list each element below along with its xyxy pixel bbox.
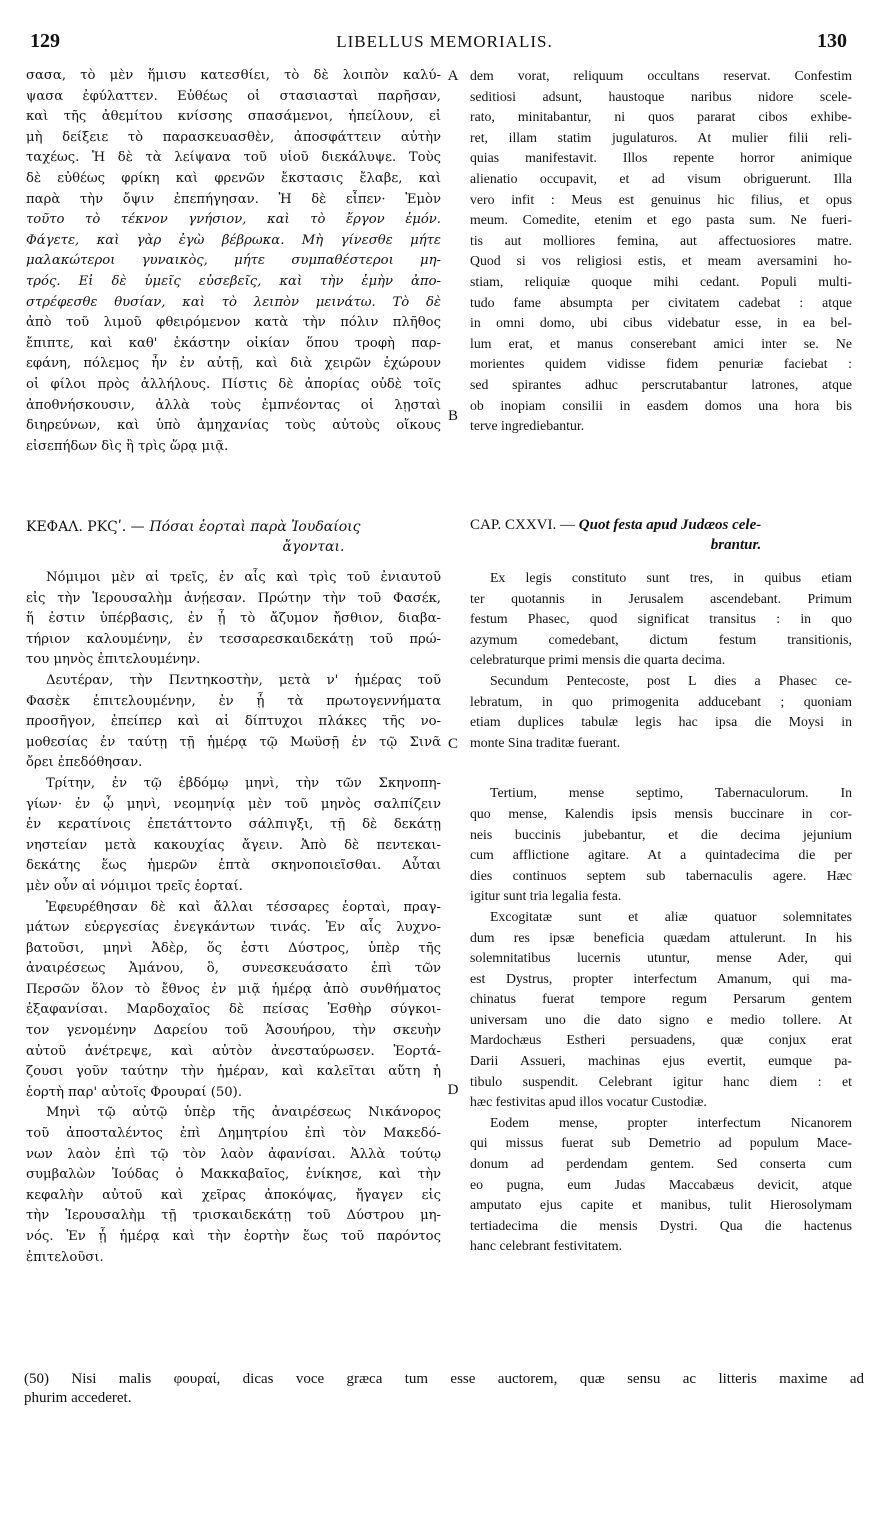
greek-line: διηρεύνων, καὶ ὑπὸ ἀμηχανίας τοὺς αὐτοὺς οἴκους [26, 418, 441, 434]
latin-line: amputato ejus capite et manibus, tulit Hierosolymam [470, 1197, 852, 1213]
margin-letter-b: B [447, 408, 458, 424]
latin-line: monte Sina traditæ fuerant. [470, 734, 621, 750]
margin-letter-a: A [447, 68, 459, 84]
latin-line: dies continuos septem sub tabernaculis agere. Hæc [470, 867, 852, 883]
latin-line: meum. Comedite, etenim et ego pasta sum. Ne fueri- [470, 212, 852, 228]
latin-chapter-label: CAP. CXXVI. — [470, 517, 576, 533]
greek-line: εἰς τὴν Ἱερουσαλὴμ ἀνῄεσαν. Πρώτην τὴν τοῦ Φασέκ, [26, 590, 441, 606]
margin-letter-d: D [447, 1082, 459, 1098]
latin-column-top [470, 66, 852, 437]
latin-line: qui missus fuerat sub Demetrio ad populum Mace- [470, 1135, 852, 1151]
latin-chapter-heading [470, 517, 852, 557]
latin-line: ret, illam statim jugulaturos. At mulier filii reli- [470, 129, 852, 145]
latin-line: tis aut molliores femina, aut affectuosiores matre. [470, 232, 852, 248]
latin-line: igitur sunt tria legalia festa. [470, 888, 622, 904]
latin-line: Darii Assueri, machinas ejus evertit, eumque pa- [470, 1053, 852, 1069]
greek-line: μάτων εὐεργεσίας ἐνεγκάντων τινάς. Ἐν αἷς λυχνο- [26, 920, 441, 936]
greek-line: Μηνὶ τῷ αὐτῷ ὑπὲρ τῆς ἀναιρέσεως Νικάνορος [46, 1105, 441, 1121]
latin-line: seditiosi adsunt, haustoque naribus nidore scele- [470, 88, 852, 104]
greek-line: μοθεσίας ἐν ταύτῃ τῇ ἡμέρᾳ τῷ Μωϋσῇ ἐν τῷ Σινᾶ [26, 734, 441, 750]
latin-line: morientes quidem vidisse fidem penuriæ faciebat : [470, 356, 852, 372]
greek-line: τὴν Ἱερουσαλὴμ τῇ τρισκαιδεκάτῃ τοῦ Δύστρου μη- [26, 1208, 441, 1224]
latin-line: dum res ipsæ beneficia quædam attulerunt. In his [470, 929, 852, 945]
greek-line: ζουσι γοῦν ταύτην τὴν ἡμέραν, καὶ καλεῖται αὕτη ἡ [26, 1064, 441, 1080]
latin-line: Mardochæus Estheri persuadens, quæ conjux erat [470, 1032, 852, 1048]
greek-line: ἀποθνήσκουσιν, ἀλλὰ τοὺς ἐμπνέοντας οἱ λῃσταὶ [26, 397, 441, 413]
latin-line: hæc festivitas apud illos vocatur Custodiæ. [470, 1094, 707, 1110]
greek-line: Φάγετε, καὶ γὰρ ἐγὼ βέβρωκα. Μὴ γίνεσθε μήτε [26, 232, 441, 248]
greek-line: εἰσεπήδων δὶς ἢ τρὶς ὥρᾳ μιᾷ. [26, 438, 229, 454]
greek-line: ὄρει ἐπεδόθησαν. [26, 755, 143, 771]
greek-line: βατοῦσι, μηνὶ Ἀδὲρ, ὅς ἐστι Δύστρος, ὑπὲρ τῆς [26, 940, 441, 956]
greek-line: ἀπὸ τοῦ λιμοῦ φθειρόμενον κατὰ τὴν πόλιν πλῆθος [26, 315, 441, 331]
greek-line: στρέφεσθε θυσίαν, καὶ τὸ λειπὸν μεινάτω. Τὸ δὲ [26, 294, 441, 310]
latin-line: est Dystrus, propter interfectum Amanum, qui ma- [470, 970, 852, 986]
greek-chapter-label: ΚΕΦΑΛ. ΡΚϚʹ. — [26, 519, 145, 535]
greek-line: ταχέως. Ἡ δὲ τὰ λείψανα τοῦ υἱοῦ διεκάλυψε. Τοὺς [26, 150, 441, 166]
latin-line: vero infit : Meus est genuinus hic filius, et opus [470, 191, 852, 207]
latin-line: Excogitatæ sunt et aliæ quatuor solemnitates [490, 908, 852, 924]
latin-line: universam uno die dato signo e medio tollere. At [470, 1011, 852, 1027]
greek-line: σασα, τὸ μὲν ἥμισυ κατεσθίει, τὸ δὲ λοιπὸν καλύ- [26, 68, 441, 83]
latin-line: ob inopiam consilii in easdem domos una hora bis [470, 397, 852, 413]
latin-line: sed spirantes adhuc perscrutabantur latrones, atque [470, 376, 852, 392]
greek-line: ἐπιτελοῦσι. [26, 1249, 104, 1265]
latin-line: ter quotannis in Jerusalem ascendebant. Primum [470, 590, 852, 606]
greek-line: Νόμιμοι μὲν αἱ τρεῖς, ἐν αἷς καὶ τρὶς τοῦ ἐνιαυτοῦ [46, 570, 441, 585]
greek-line: τρός. Εἰ δὲ ὑμεῖς εὐσεβεῖς, καὶ τὴν ἐμὴν ἀπο- [26, 273, 441, 289]
greek-line: Φασὲκ ἐπιτελουμένην, ἐν ᾗ τὰ πρωτογεννήματα [26, 693, 441, 709]
latin-line: solemnitatibus lucernis utuntur, mense Ader, qui [470, 950, 852, 966]
greek-chapter-heading [26, 517, 441, 557]
greek-line: μὴ δείξειε τὸ παρασκευασθὲν, ἀποσφάττειν αὐτὴν [26, 129, 441, 145]
latin-line: azymum comedebant, dictum festum transitionis, [470, 631, 852, 647]
greek-line: ἥ ἐστιν ὑπέρβασις, ἐν ᾗ τὸ ἄζυμον ἤσθιον, διαβα- [26, 611, 441, 627]
latin-line: neis buccinis jubebantur, et die decima jejunium [470, 826, 852, 842]
latin-line: Secundum Pentecoste, post L dies a Phasec ce- [490, 672, 852, 688]
latin-line: lum erat, et manus conserebant amici inter se. Ne [470, 335, 852, 351]
greek-line: εφάνη, πόλεμος ἦν ἐν αὐτῇ, καὶ διὰ χειρῶν ἐχώρουν [26, 356, 441, 372]
greek-line: Περσῶν ὅλον τὸ ἔθνος ἐν μιᾷ ἡμέρᾳ ἀπὸ συνθήματος [26, 981, 441, 997]
latin-line: cum afflictione agitare. At a quintadecima die per [470, 847, 852, 863]
greek-line: οἱ φίλοι πρὸς ἀλλήλους. Πίστις δὲ ἀπορίας οὐδὲ τοῖς [26, 376, 441, 392]
greek-column-body [26, 568, 441, 1268]
greek-column-top [26, 66, 441, 457]
greek-line: δὲ εὐθέως φρίκη καὶ φρενῶν ἔκστασις ἔλαβε, καὶ [26, 170, 441, 186]
latin-line: rato, minitabantur, ni quos pararat cibos exhibe- [470, 109, 852, 125]
latin-line: etiam duplices tabulæ legis hac ipsa die Moysi in [470, 714, 852, 730]
greek-line: γίων· ἐν ᾧ μηνὶ, νεομηνίᾳ μὲν τοῦ μηνὸς σαλπίζειν [26, 796, 441, 812]
greek-chapter-title-1: Πόσαι ἑορταὶ παρὰ Ἰουδαίοις [149, 519, 361, 535]
latin-line: hanc celebrant festivitatem. [470, 1238, 623, 1254]
greek-line: συμβαλὼν Ἰούδας ὁ Μακκαβαῖος, ἐνίκησε, καὶ τὴν [26, 1167, 441, 1183]
greek-line: τον γενομένην Δαρείου τοῦ Ἀσουήρου, τὴν σκευὴν [26, 1023, 441, 1039]
greek-line: ἀναιρέσεως Ἀμάνου, ὃ, συνεσκευάσατο ἐπὶ τῶν [26, 961, 441, 977]
running-title: LIBELLUS MEMORIALIS. [336, 32, 553, 51]
latin-line: quo mense, Kalendis ipsis mensis buccinare in cor- [470, 805, 852, 821]
latin-line: terve ingrediebantur. [470, 418, 585, 434]
footnote [24, 1370, 864, 1408]
greek-line: αὐτοῦ ἀνέτρεψε, καὶ αὐτὸν ἀνεσταύρωσεν. Ἑορτά- [26, 1043, 441, 1059]
margin-letter-c: C [447, 736, 458, 752]
latin-line: Ex legis constituto sunt tres, in quibus etiam [490, 570, 852, 585]
latin-line: eo pugna, eum Judas Maccabæus devicit, atque [470, 1176, 852, 1192]
greek-line: τοῦ ἀποσταλέντος ἐπὶ Δημητρίου ἐπὶ τὸν Μακεδό- [26, 1126, 441, 1142]
greek-line: τήριον καλουμένην, ἐν τεσσαρεσκαιδεκάτῃ τοῦ πρώ- [26, 631, 441, 647]
greek-line: ἔπιπτε, καὶ καθ' ἑκάστην οἰκίαν ὅπου τροφὴ παρ- [26, 335, 441, 351]
latin-line: Tertium, mense septimo, Tabernaculorum. In [490, 785, 852, 801]
greek-line: νων λαὸν ἐπὶ τῷ τὸν λαὸν ἀφανίσαι. Ἀλλὰ τούτῳ [26, 1146, 441, 1162]
greek-line: ψασα ἐφύλαττεν. Εὐθέως οἱ στασιασταὶ παρῆσαν, [26, 88, 441, 104]
latin-line: celebraturque primi mensis die quarta decima. [470, 652, 726, 668]
footnote-line: phurim accederet. [24, 1390, 132, 1406]
page-number-left: 129 [30, 30, 60, 52]
latin-line: stiam, reliquiæ quoque mihi cedant. Populi multi- [470, 273, 852, 289]
page-header [0, 30, 889, 60]
latin-chapter-title-1: Quot festa apud Judæos cele- [578, 517, 762, 533]
greek-line: δεκάτης ἕως ἡμερῶν ἑπτὰ σκηνοποιεῖσθαι. Αὗται [26, 858, 441, 874]
latin-chapter-title-2: brantur. [710, 537, 762, 553]
latin-line: tibulo suspendit. Celebrant igitur hanc diem : et [470, 1073, 852, 1089]
greek-line: μὲν οὖν αἱ νόμιμοι τρεῖς ἑορταί. [26, 878, 243, 894]
greek-line: τοῦτο τὸ τέκνον γνήσιον, καὶ τὸ ἔργον ἐμόν. [26, 212, 441, 228]
greek-line: προσῆγον, ἐπείπερ καὶ αἱ δίπτυχοι πλάκες τῆς νο- [26, 714, 441, 730]
latin-line: lebratum, in quo primogenita adducebant ; quoniam [470, 693, 852, 709]
latin-line: alienatio occupavit, et ad visum obriguerunt. Illa [470, 170, 852, 186]
greek-line: ἐξαφανίσαι. Μαρδοχαῖος δὲ πείσας Ἐσθὴρ σύγκοι- [26, 1002, 441, 1018]
greek-line: Τρίτην, ἐν τῷ ἑβδόμῳ μηνὶ, τὴν τῶν Σκηνοπη- [46, 775, 441, 791]
latin-line: Eodem mense, propter interfectum Nicanorem [490, 1114, 852, 1130]
greek-line: ἑορτὴ παρ' αὐτοῖς Φρουραί (50). [26, 1084, 243, 1100]
greek-line: νηστείαν μετὰ κακουχίας ἄγειν. Ἀπὸ δὲ πεντεκαι- [26, 837, 441, 853]
footnote-line: (50) Nisi malis φουραί, dicas voce græca tum esse auctorem, quæ sensu ac litteris maxime ad [24, 1371, 864, 1387]
greek-line: του μηνὸς ἐπιτελουμένην. [26, 652, 201, 668]
greek-line: κεφαλὴν αὐτοῦ καὶ χεῖρας ἀποκόψας, ἤγαγεν εἰς [26, 1187, 441, 1203]
latin-line: Quod si vos religiosi estis, et meam aversamini ho- [470, 253, 852, 269]
latin-line: quias manifestavit. Illos repente horror animique [470, 150, 852, 166]
greek-line: καὶ τῆς ἀθεμίτου κνίσσης σπασάμενοι, ἠπείλουν, εἰ [26, 109, 441, 125]
latin-line: dem vorat, reliquum occultans reservat. Confestim [470, 68, 852, 83]
greek-line: ἐν κερατίνοις ἐπετάττοντο σάλπιγξι, τῇ δὲ δεκάτῃ [26, 817, 441, 833]
greek-chapter-title-2: ἄγονται. [282, 539, 345, 555]
latin-line: festum Phasec, quod significat transitus : in quo [470, 611, 852, 627]
latin-line: chinatus fuerat tempore regum Persarum gentem [470, 991, 852, 1007]
greek-line: παρὰ τὴν ὄψιν ἐπεπήγησαν. Ἡ δὲ εἶπεν· Ἐμὸν [26, 191, 441, 207]
latin-line: donum ad perdendam gentem. Sed conserta cum [470, 1156, 852, 1172]
page-number-right: 130 [817, 30, 847, 52]
greek-line: Δευτέραν, τὴν Πεντηκοστὴν, μετὰ ν' ἡμέρας τοῦ [46, 672, 441, 688]
greek-line: Ἐφευρέθησαν δὲ καὶ ἄλλαι τέσσαρες ἑορταὶ, πραγ- [46, 899, 441, 915]
latin-line: tertiadecima die mensis Dystri. Qua die hactenus [470, 1217, 852, 1233]
latin-line: in omni domo, ubi cibus videbatur esse, in ea bel- [470, 315, 852, 331]
greek-line: μαλακώτεροι γυναικὸς, μήτε συμπαθέστεροι μη- [26, 253, 441, 269]
latin-line: tudo fame absumpta per civitatem cadebat : atque [470, 294, 852, 310]
latin-column-body [470, 568, 852, 1257]
greek-line: νός. Ἐν ᾗ ἡμέρᾳ καὶ τὴν ἑορτὴν ἕως τοῦ παρόντος [26, 1229, 441, 1244]
